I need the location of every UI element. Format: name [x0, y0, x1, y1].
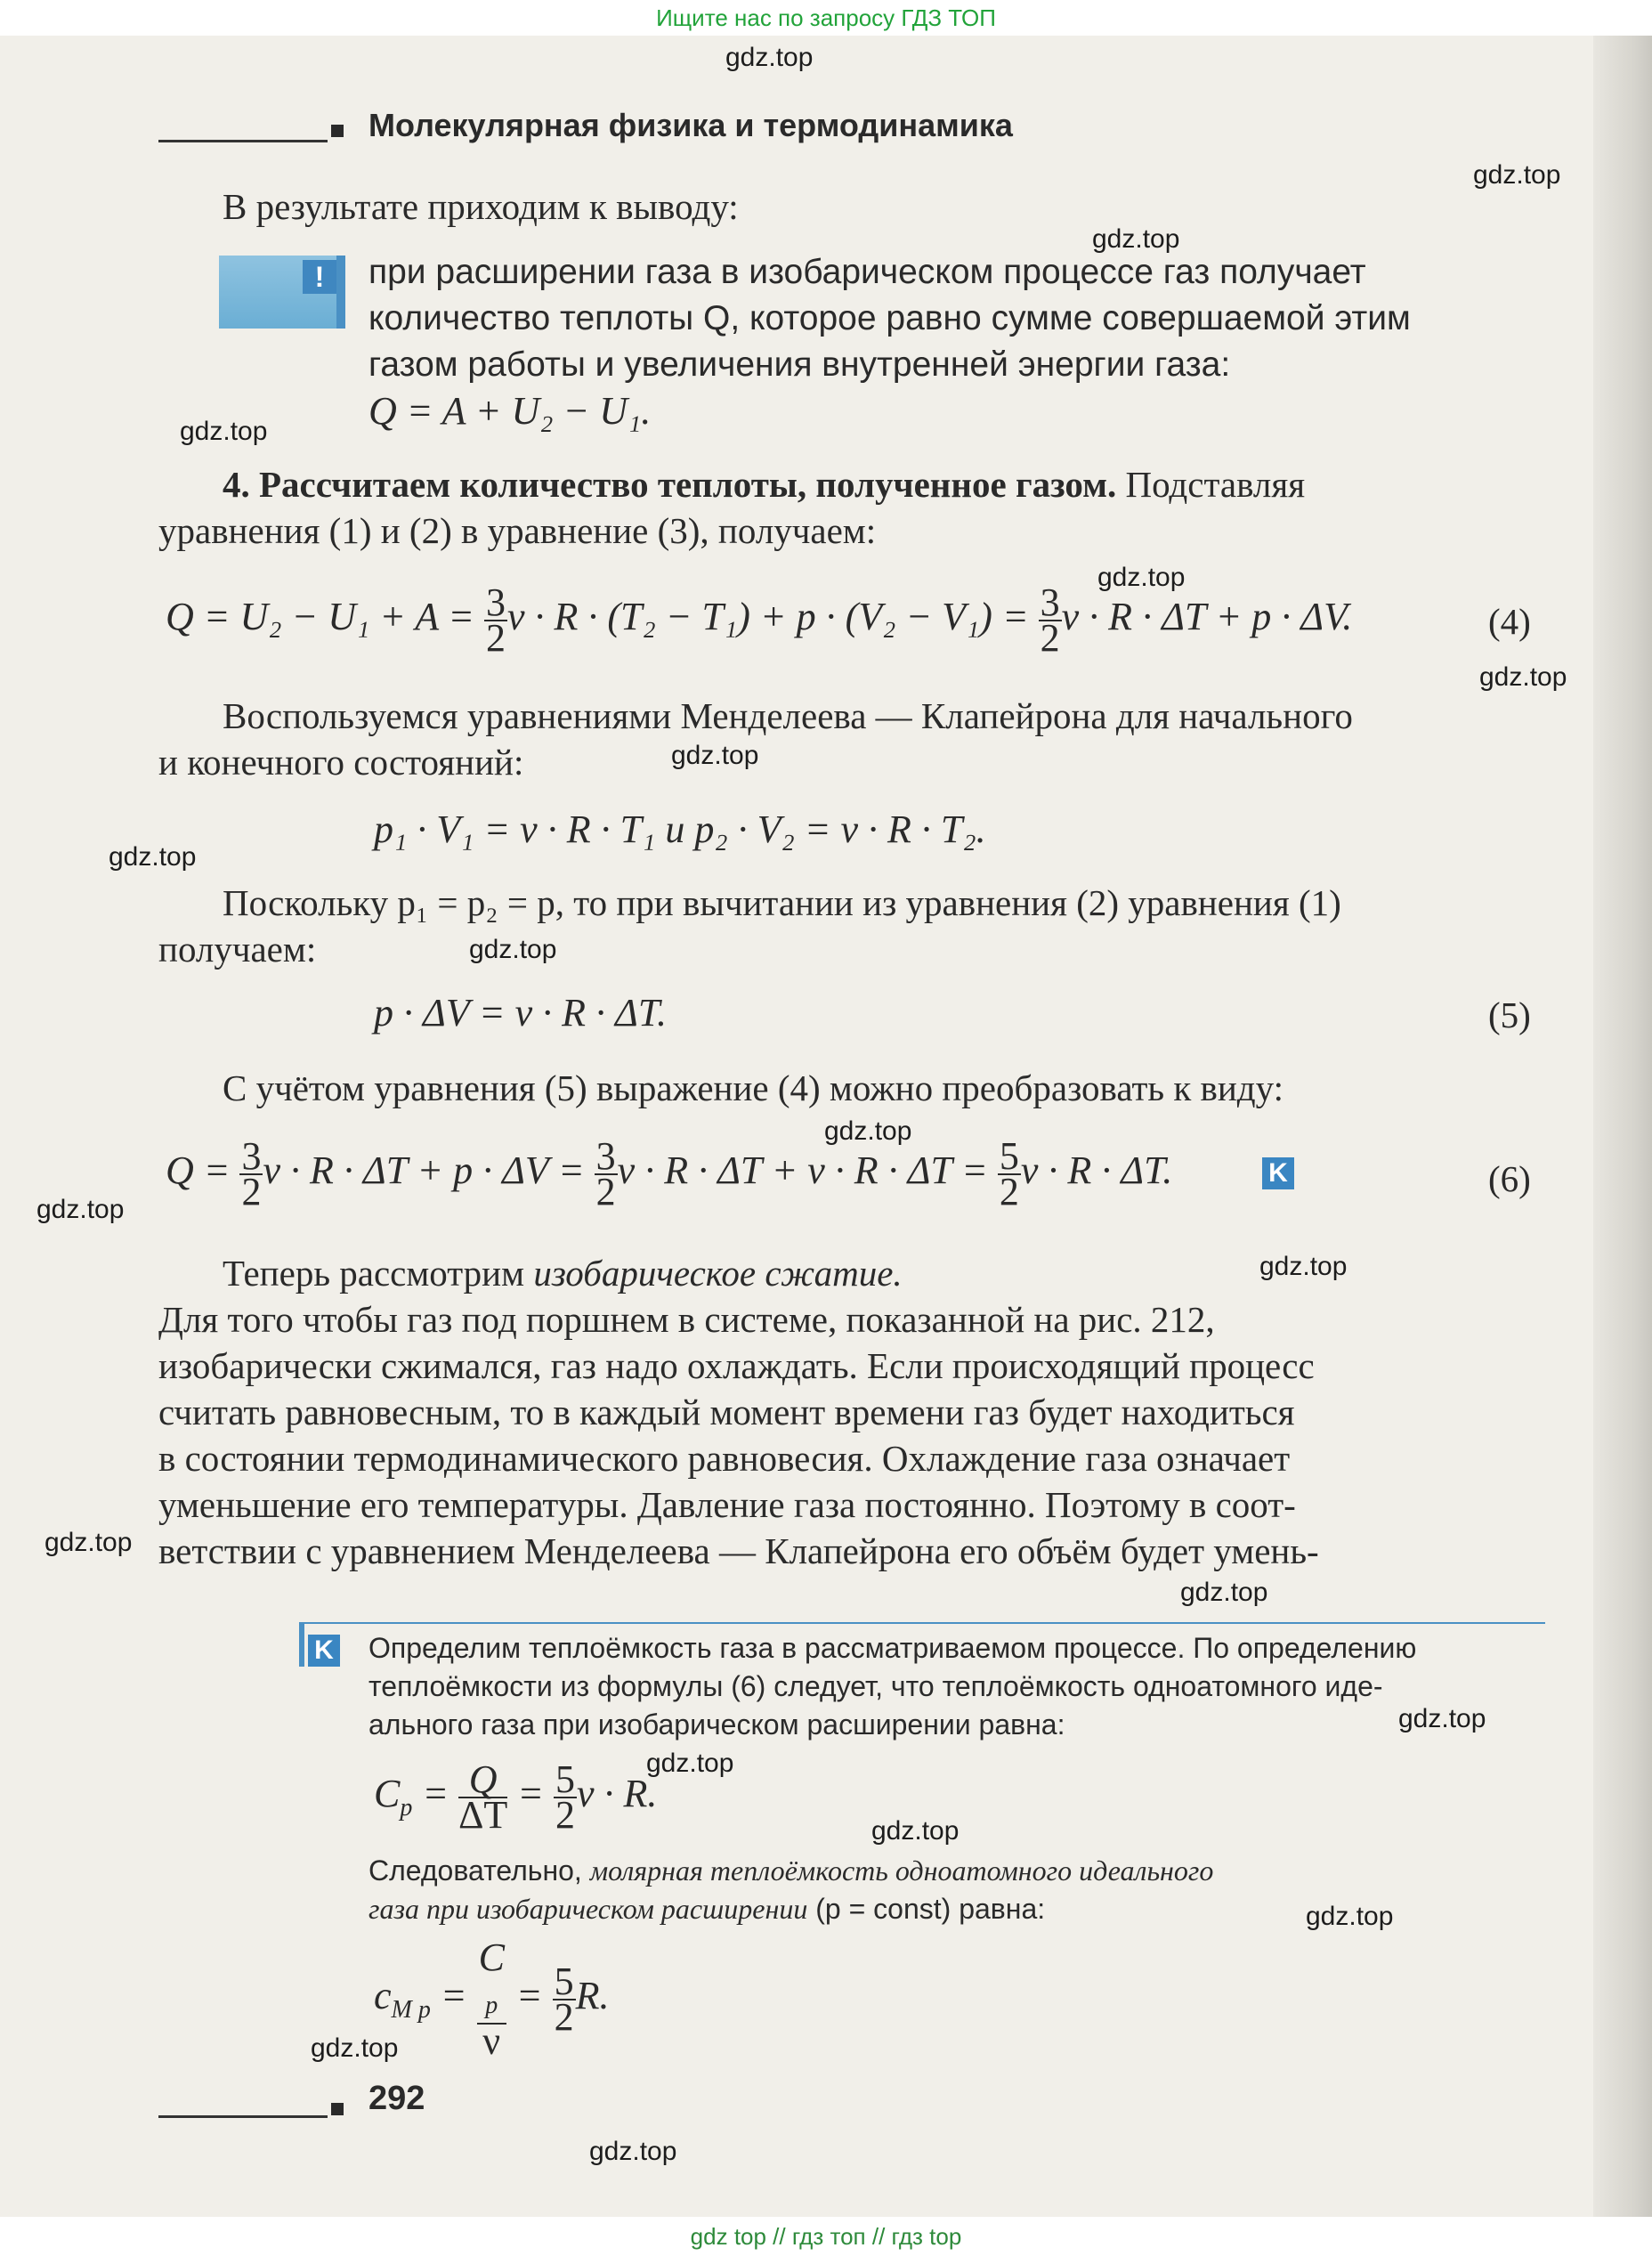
section-4-bold: 4. Рассчитаем количество теплоты, полученное газом. — [223, 464, 1117, 505]
watermark: gdz.top — [1259, 1252, 1348, 1281]
cmp-frac-1 — [477, 1935, 506, 2063]
frac-num: Q — [458, 1763, 507, 1798]
watermark: gdz.top — [45, 1528, 133, 1557]
watermark: gdz.top — [36, 1195, 125, 1224]
frac-num: 3 — [485, 580, 506, 624]
note-line-2: теплоёмкости из формулы (6) следует, что теплоёмкость одноатомного иде- — [368, 1670, 1383, 1702]
eq4-frac-2 — [1039, 580, 1062, 660]
cmp-formula — [374, 1935, 610, 2063]
note-line-1: Определим теплоёмкость газа в рассматриваемом процессе. По определению — [368, 1632, 1417, 1664]
page-edge-shadow — [1593, 36, 1652, 2217]
since-line-1: Поскольку p₁ = p₂ = p, то при вычитании из уравнения (2) уравнения (1) — [223, 882, 1341, 923]
equation-6-number: (6) — [1488, 1158, 1531, 1199]
mendeleev-line-2: и конечного состояний: — [158, 742, 524, 783]
eq4-frac-1 — [484, 580, 507, 660]
note-line-4 — [368, 1852, 1213, 1890]
watermark: gdz.top — [1398, 1704, 1486, 1733]
top-banner[interactable]: Ищите нас по запросу ГДЗ ТОП — [0, 0, 1652, 36]
watermark: gdz.top — [646, 1749, 734, 1778]
frac-den: 2 — [241, 1170, 262, 1213]
eq6-b: ν · R · ΔT + ν · R · ΔT = — [617, 1148, 998, 1193]
body-line-1: Для того чтобы газ под поршнем в системе, показанной на рис. 212, — [158, 1299, 1215, 1340]
exclamation-icon: ! — [303, 260, 336, 294]
section-4-heading — [223, 461, 1305, 507]
frac-num: 5 — [999, 1134, 1019, 1178]
cmp-eq: = — [506, 1974, 553, 2017]
bottom-banner[interactable]: gdz top // гдз топ // гдз top — [0, 2217, 1652, 2256]
frac-den: 2 — [595, 1170, 616, 1213]
watermark: gdz.top — [824, 1116, 912, 1146]
note-line-4-a: Следовательно, — [368, 1854, 590, 1887]
eq6-c: ν · R · ΔT. — [1020, 1148, 1173, 1193]
watermark: gdz.top — [1479, 662, 1567, 692]
watermark: gdz.top — [180, 417, 268, 446]
cp-sub: p — [400, 1793, 413, 1822]
chapter-title: Молекулярная физика и термодинамика — [368, 107, 1013, 143]
cmp-lhs: c — [374, 1974, 392, 2017]
watermark: gdz.top — [1473, 160, 1561, 190]
equation-5-number: (5) — [1488, 994, 1531, 1035]
cp-rhs: ν · R. — [576, 1772, 658, 1816]
chapter-rule — [158, 140, 328, 142]
frac-num — [477, 1935, 506, 2025]
watermark: gdz.top — [469, 935, 557, 964]
watermark: gdz.top — [1097, 563, 1186, 592]
footer-bullet-icon — [331, 2103, 344, 2115]
body-line-5: уменьшение его температуры. Давление газа постоянно. Поэтому в соот- — [158, 1484, 1296, 1525]
frac-den: ν — [482, 2018, 501, 2063]
frac-den: 2 — [485, 616, 506, 660]
note-k-icon: K — [308, 1635, 340, 1667]
paragraph-conclusion: В результате приходим к выводу: — [223, 186, 739, 227]
cmp-rhs: R. — [575, 1974, 610, 2017]
watermark: gdz.top — [1306, 1902, 1394, 1931]
cp-frac-1 — [458, 1757, 508, 1837]
mendeleev-equations: p₁ · V₁ = ν · R · T₁ и p₂ · V₂ = ν · R · T₂. — [374, 807, 986, 851]
section-4-line-2: уравнения (1) и (2) в уравнение (3), получаем: — [158, 510, 877, 551]
watermark: gdz.top — [671, 741, 759, 770]
k-badge-icon: K — [1262, 1157, 1294, 1189]
warning-line-2: количество теплоты Q, которое равно сумме совершаемой этим — [368, 299, 1411, 337]
equation-5: p · ΔV = ν · R · ΔT. — [374, 991, 668, 1035]
frac-den: 2 — [554, 1994, 574, 2039]
eq6-a: ν · R · ΔT + p · ΔV = — [263, 1148, 595, 1193]
equation-4 — [166, 580, 1353, 660]
eq4-left: Q = U₂ − U₁ + A = — [166, 595, 484, 639]
watermark: gdz.top — [871, 1816, 960, 1846]
equation-6 — [166, 1134, 1173, 1213]
since-line-2: получаем: — [158, 929, 317, 970]
compression-intro-italic: изобарическое сжатие. — [533, 1253, 903, 1294]
cp-formula — [374, 1757, 658, 1837]
watermark: gdz.top — [725, 43, 814, 72]
frac-den: 2 — [999, 1170, 1019, 1213]
eq4-mid-1: ν · R · (T₂ − T₁) + p · (V₂ − V₁) = — [506, 595, 1039, 639]
watermark: gdz.top — [1092, 224, 1180, 254]
warning-line-1: при расширении газа в изобарическом процессе газ получает — [368, 253, 1366, 291]
eq6-left: Q = — [166, 1148, 240, 1193]
cp-frac-2 — [554, 1757, 577, 1837]
cmp-num-sub: p — [485, 1991, 498, 2019]
page-number: 292 — [368, 2080, 425, 2117]
frac-num: 3 — [595, 1134, 616, 1178]
eq4-mid-2: ν · R · ΔT + p · ΔV. — [1061, 595, 1353, 639]
cmp-sub: M p — [391, 1995, 431, 2024]
footer-rule — [158, 2115, 328, 2118]
body-line-2: изобарически сжимался, газ надо охлаждать. Если происходящий процесс — [158, 1345, 1315, 1386]
frac-num: 5 — [554, 1959, 574, 2003]
warning-bar — [336, 256, 345, 329]
eq6-frac-2 — [595, 1134, 618, 1213]
with-eq5-line: С учётом уравнения (5) выражение (4) можно преобразовать к виду: — [223, 1067, 1284, 1108]
warning-formula: Q = A + U₂ − U₁. — [368, 389, 652, 433]
frac-num: 3 — [1040, 580, 1060, 624]
compression-intro — [223, 1250, 903, 1296]
compression-intro-text: Теперь рассмотрим — [223, 1253, 534, 1294]
frac-den: 2 — [555, 1793, 575, 1837]
cp-lhs: C — [374, 1772, 401, 1816]
warning-line-3: газом работы и увеличения внутренней энергии газа: — [368, 345, 1231, 384]
note-border-left — [299, 1622, 304, 1667]
note-border — [299, 1622, 1545, 1624]
watermark: gdz.top — [589, 2137, 677, 2166]
body-line-4: в состоянии термодинамического равновесия. Охлаждение газа означает — [158, 1438, 1291, 1479]
chapter-bullet-icon — [331, 125, 344, 137]
equation-4-number: (4) — [1488, 601, 1531, 642]
eq6-frac-1 — [239, 1134, 263, 1213]
cmp-frac-2 — [553, 1959, 576, 2039]
note-line-5-b: (p = const) равна: — [807, 1893, 1046, 1925]
body-line-6: ветствии с уравнением Менделеева — Клапейрона его объём будет умень- — [158, 1530, 1319, 1571]
watermark: gdz.top — [109, 842, 197, 872]
mendeleev-line-1: Воспользуемся уравнениями Менделеева — Клапейрона для начального — [223, 695, 1353, 736]
frac-den: 2 — [1040, 616, 1060, 660]
section-4-rest: Подставляя — [1116, 464, 1306, 505]
note-line-5 — [368, 1890, 1045, 1928]
cp-eq: = — [412, 1772, 459, 1816]
cp-eq: = — [507, 1772, 554, 1816]
note-line-5-a: газа при изобарическом расширении — [368, 1893, 808, 1925]
frac-num: 3 — [241, 1134, 262, 1178]
watermark: gdz.top — [311, 2033, 399, 2063]
body-line-3: считать равновесным, то в каждый момент времени газ будет находиться — [158, 1392, 1295, 1432]
watermark: gdz.top — [1180, 1578, 1268, 1607]
frac-num: 5 — [555, 1757, 575, 1801]
cmp-eq: = — [430, 1974, 477, 2017]
note-line-3: ального газа при изобарическом расширении равна: — [368, 1708, 1065, 1741]
frac-den: ΔT — [458, 1793, 508, 1837]
eq6-frac-3 — [998, 1134, 1021, 1213]
note-line-4-b: молярная теплоёмкость одноатомного идеального — [589, 1854, 1214, 1887]
cmp-num: C — [478, 1935, 505, 1979]
